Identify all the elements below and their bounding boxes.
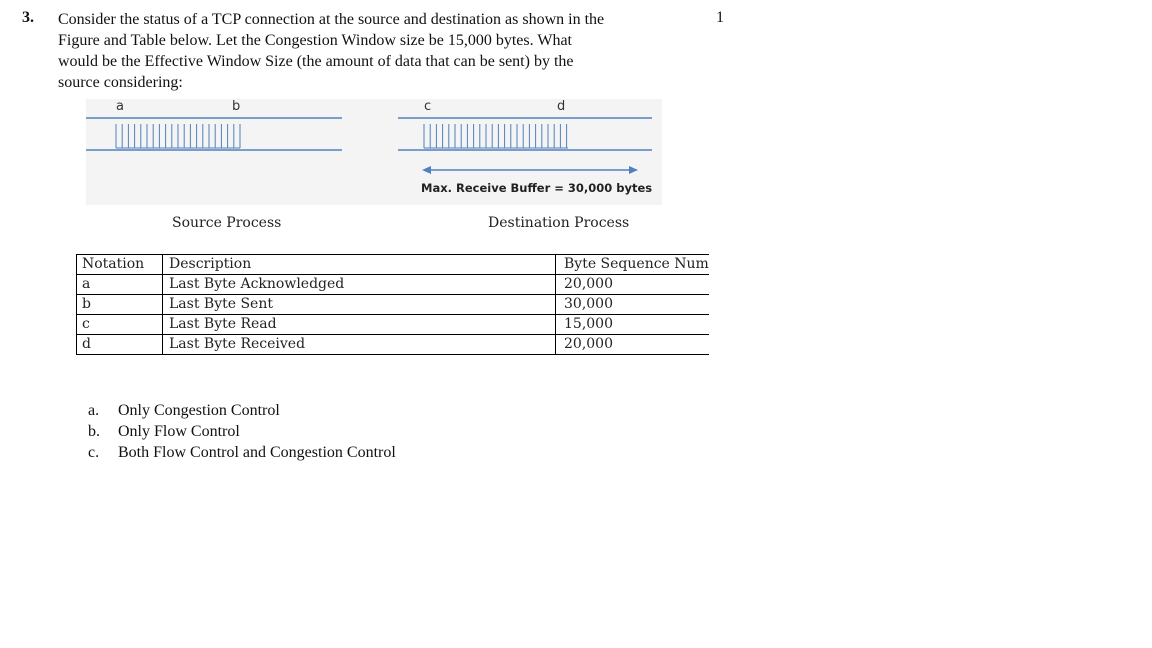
option-b: b. Only Flow Control	[88, 423, 240, 440]
table-row	[77, 315, 709, 335]
table-row	[77, 295, 709, 315]
cell-value: 15,000	[556, 315, 709, 335]
option-a: a. Only Congestion Control	[88, 402, 280, 419]
table-row	[77, 275, 709, 295]
cell-description: Last Byte Received	[163, 335, 556, 355]
question-line: Consider the status of a TCP connection at the source and destination as shown in the	[58, 11, 605, 28]
max-buffer-arrow	[422, 166, 638, 174]
max-receive-buffer-label: Max. Receive Buffer = 30,000 bytes	[421, 181, 653, 195]
question-line: Figure and Table below. Let the Congestion Window size be 15,000 bytes. What	[58, 32, 572, 49]
header-byte-sequence: Byte Sequence Num	[556, 255, 709, 275]
label-d: d	[557, 99, 566, 114]
question-number: 3.	[22, 9, 34, 26]
question-line: would be the Effective Window Size (the amount of data that can be sent) by the	[58, 53, 574, 70]
table-row	[77, 335, 709, 355]
answer-options	[88, 400, 396, 463]
label-c: c	[424, 99, 432, 114]
label-b: b	[232, 99, 241, 114]
cell-description: Last Byte Read	[163, 315, 556, 335]
cell-value: 20,000	[556, 275, 709, 295]
cell-notation: b	[77, 295, 163, 315]
destination-process-label: Destination Process	[488, 215, 630, 231]
cell-notation: d	[77, 335, 163, 355]
cell-notation: c	[77, 315, 163, 335]
table-header-row	[77, 255, 709, 275]
question-line: source considering:	[58, 74, 183, 91]
tcp-buffer-figure	[86, 99, 662, 205]
cell-description: Last Byte Sent	[163, 295, 556, 315]
source-buffer	[86, 118, 342, 150]
source-process-label: Source Process	[172, 215, 282, 231]
question-text	[58, 9, 698, 93]
option-c: c. Both Flow Control and Congestion Control	[88, 444, 396, 461]
cell-value: 30,000	[556, 295, 709, 315]
label-a: a	[116, 99, 124, 114]
cell-description: Last Byte Acknowledged	[163, 275, 556, 295]
header-description: Description	[163, 255, 556, 275]
destination-buffer	[398, 118, 652, 150]
header-notation: Notation	[77, 255, 163, 275]
cell-value: 20,000	[556, 335, 709, 355]
cell-notation: a	[77, 275, 163, 295]
page-number: 1	[716, 9, 724, 26]
notation-table	[76, 254, 709, 355]
